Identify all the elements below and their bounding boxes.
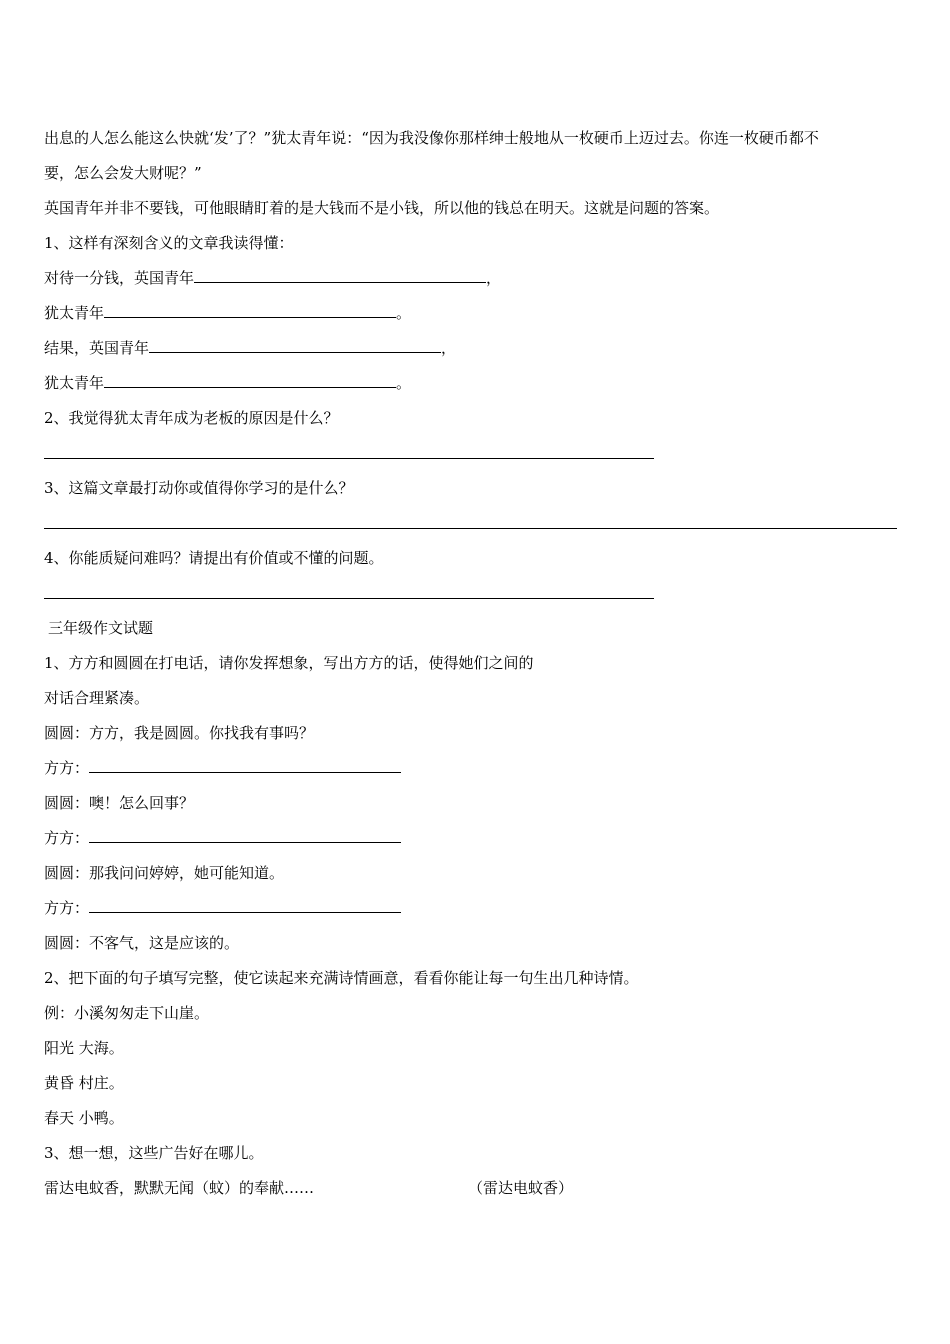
answer-blank-d[interactable] (104, 373, 396, 388)
answer-line-q3[interactable] (44, 528, 897, 529)
task-2-example: 例：小溪匆匆走下山崖。 (44, 1004, 210, 1022)
task-3-prompt: 3、想一想，这些广告好在哪儿。 (44, 1144, 264, 1162)
dialogue-fangfang-1 (44, 758, 401, 778)
dialogue-yuanyuan-4: 圆圆：不客气，这是应该的。 (44, 934, 240, 952)
blank-c-label: 结果，英国青年 (44, 339, 150, 357)
fangfang-label: 方方： (44, 759, 90, 777)
answer-blank-a[interactable] (194, 268, 486, 283)
fangfang-answer-1[interactable] (89, 758, 401, 773)
blank-a-label: 对待一分钱，英国青年 (44, 269, 195, 287)
task-2-sentence-3: 春天 小鸭。 (44, 1109, 124, 1127)
question-2-prompt: 2、我觉得犹太青年成为老板的原因是什么？ (44, 409, 339, 427)
blank-b-end: 。 (396, 304, 412, 322)
answer-blank-c[interactable] (149, 338, 441, 353)
ad-brand: （雷达电蚊香） (468, 1179, 574, 1197)
question-1-blank-d (44, 373, 411, 393)
task-2-prompt: 2、把下面的句子填写完整，使它读起来充满诗情画意，看看你能让每一句生出几种诗情。 (44, 969, 639, 987)
question-4-prompt: 4、你能质疑问难吗？请提出有价值或不懂的问题。 (44, 549, 384, 567)
blank-c-end: ， (441, 339, 457, 357)
answer-line-q4[interactable] (44, 598, 654, 599)
dialogue-yuanyuan-3: 圆圆：那我问问婷婷，她可能知道。 (44, 864, 285, 882)
story-line-3: 英国青年并非不要钱，可他眼睛盯着的是大钱而不是小钱，所以他的钱总在明天。这就是问题的答案。 (44, 199, 720, 217)
question-1-blank-c (44, 338, 456, 358)
dialogue-fangfang-3 (44, 898, 401, 918)
fangfang-label: 方方： (44, 899, 90, 917)
story-line-1: 出息的人怎么能这么快就‘发’了？”犹太青年说：“因为我没像你那样绅士般地从一枚硬币上迈过去。你连一枚硬币都不 (44, 129, 819, 147)
answer-blank-b[interactable] (104, 303, 396, 318)
dialogue-yuanyuan-2: 圆圆：噢！怎么回事？ (44, 794, 195, 812)
task-1-line-b: 对话合理紧凑。 (44, 689, 150, 707)
fangfang-label: 方方： (44, 829, 90, 847)
fangfang-answer-3[interactable] (89, 898, 401, 913)
dialogue-fangfang-2 (44, 828, 401, 848)
question-1-prompt: 1、这样有深刻含义的文章我读得懂： (44, 234, 294, 252)
task-2-sentence-1: 阳光 大海。 (44, 1039, 124, 1057)
answer-line-q2[interactable] (44, 458, 654, 459)
fangfang-answer-2[interactable] (89, 828, 401, 843)
question-1-blank-a (44, 268, 501, 288)
blank-d-label: 犹太青年 (44, 374, 105, 392)
blank-b-label: 犹太青年 (44, 304, 105, 322)
question-3-prompt: 3、这篇文章最打动你或值得你学习的是什么？ (44, 479, 354, 497)
blank-d-end: 。 (396, 374, 412, 392)
task-1-line-a: 1、方方和圆圆在打电话，请你发挥想象，写出方方的话，使得她们之间的 (44, 654, 534, 672)
ad-text: 雷达电蚊香，默默无闻（蚊）的奉献…… (44, 1179, 315, 1197)
task-2-sentence-2: 黄昏 村庄。 (44, 1074, 124, 1092)
story-line-2: 要，怎么会发大财呢？” (44, 164, 202, 182)
dialogue-yuanyuan-1: 圆圆：方方，我是圆圆。你找我有事吗？ (44, 724, 315, 742)
blank-a-end: ， (486, 269, 502, 287)
composition-heading: 三年级作文试题 (48, 619, 154, 637)
question-1-blank-b (44, 303, 411, 323)
